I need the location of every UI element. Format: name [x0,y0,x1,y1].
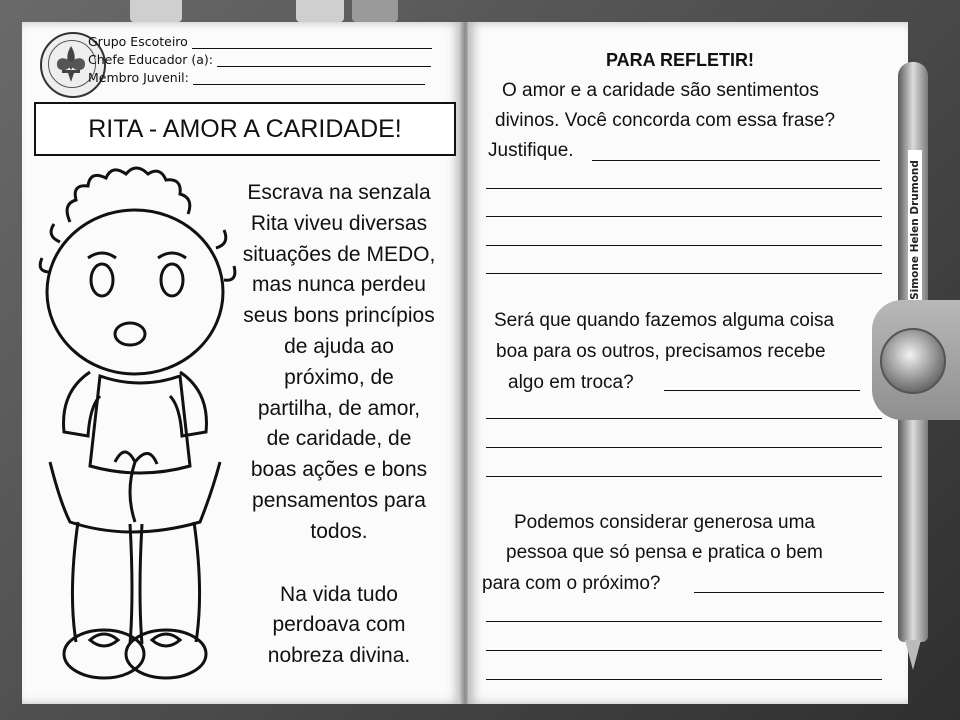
chief-label: Chefe Educador (a): [88,52,214,67]
question-3-line: para com o próximo? [482,573,661,594]
question-3-line: pessoa que só pensa e pratica o bem [506,542,823,563]
answer-line[interactable] [486,621,882,622]
chief-field [88,52,431,67]
question-1-line: divinos. Você concorda com essa frase? [495,110,836,131]
girl-illustration [30,162,240,692]
closing-line: Na vida tudo [280,582,398,606]
chief-input-line [217,54,431,67]
page-tab [296,0,344,22]
closing-line: nobreza divina. [267,644,411,668]
answer-line[interactable] [486,216,882,217]
story-line: partilha, de amor, [257,396,421,420]
story-line: todos. [310,519,368,543]
member-field [88,70,425,85]
answer-line[interactable] [486,679,882,680]
story-line: pensamentos para [252,488,426,512]
group-field [88,34,432,49]
question-1-line: O amor e a caridade são sentimentos [502,80,819,101]
group-input-line [192,36,432,49]
story-line: situações de MEDO, [242,242,436,266]
question-2-line: boa para os outros, precisamos recebe [496,341,826,362]
answer-line[interactable] [486,447,882,448]
author-name: Simone Helen Drumond [909,160,921,300]
story-line: boas ações e bons [250,458,428,482]
closing-line: perdoava com [272,613,406,637]
answer-line[interactable] [486,650,882,651]
story-line: seus bons princípios [243,304,435,328]
question-2-line: algo em troca? [508,372,634,393]
question-2-line: Será que quando fazemos alguma coisa [494,310,835,331]
story-line: Escrava na senzala [247,181,431,204]
answer-line[interactable] [664,390,860,391]
answer-line[interactable] [486,245,882,246]
answer-line[interactable] [486,273,882,274]
page-title: RITA - AMOR A CARIDADE! [34,102,456,156]
reflect-heading: PARA REFLETIR! [606,50,754,70]
member-input-line [193,72,425,85]
author-label [908,150,922,310]
member-label: Membro Juvenil: [88,70,189,85]
story-line: de ajuda ao [284,334,394,358]
question-1-line: Justifique. [488,140,574,161]
group-label: Grupo Escoteiro [88,34,188,49]
snap-button-icon [880,328,946,394]
answer-line[interactable] [486,476,882,477]
pen-tip [905,640,921,670]
answer-line[interactable] [486,418,882,419]
answer-line[interactable] [592,160,880,161]
page-tab [130,0,182,22]
story-line: próximo, de [284,365,394,389]
answer-line[interactable] [486,188,882,189]
story-line: Rita viveu diversas [250,211,428,235]
story-line: de caridade, de [266,427,412,451]
answer-line[interactable] [694,592,884,593]
story-text [224,178,454,672]
question-3-line: Podemos considerar generosa uma [514,512,816,533]
story-line: mas nunca perdeu [252,273,426,297]
page-tab [352,0,398,22]
